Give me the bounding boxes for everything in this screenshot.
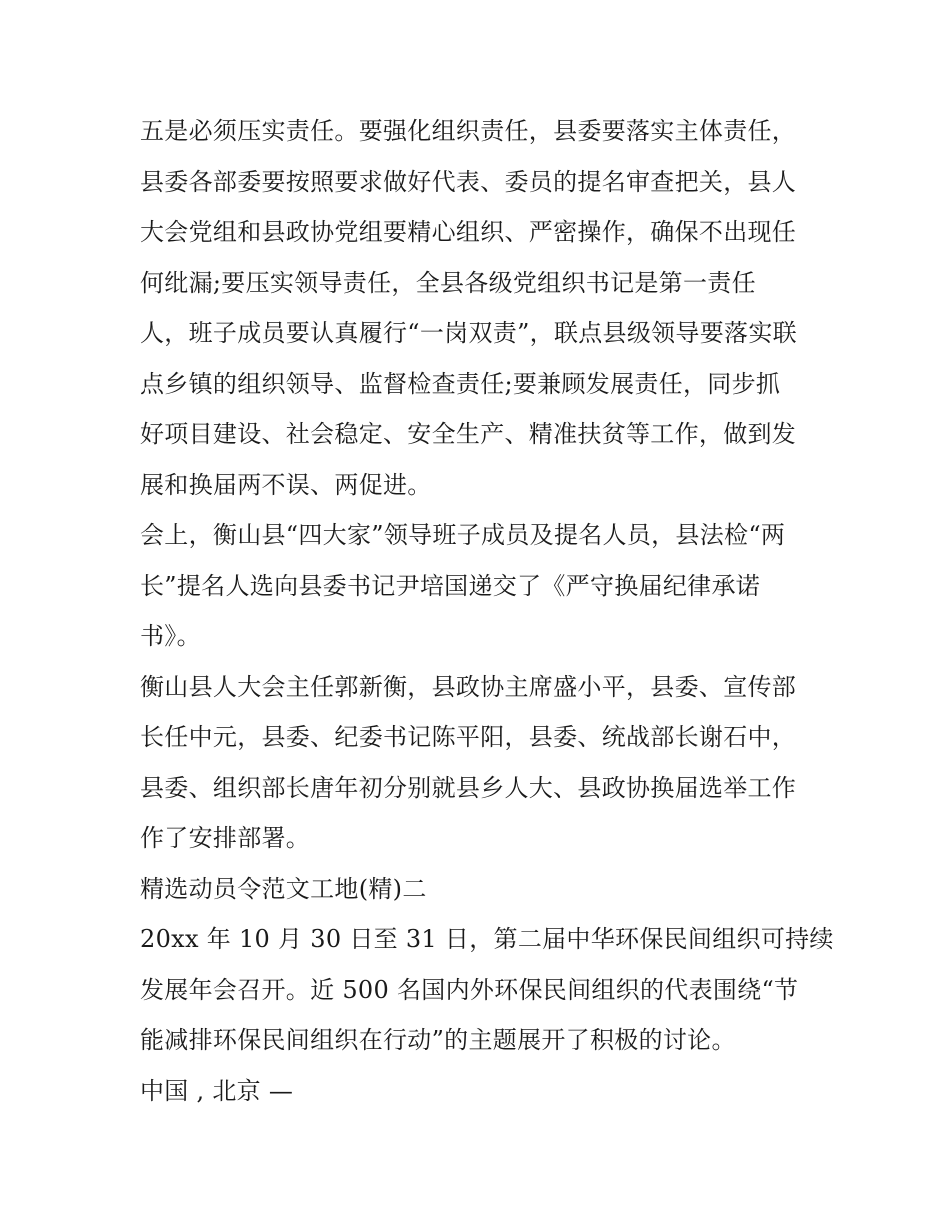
text-line: 长任中元，县委、纪委书记陈平阳，县委、统战部长谢石中， bbox=[140, 723, 797, 751]
text-line: 作了安排部署。 bbox=[140, 824, 311, 852]
section-heading: 精选动员令范文工地(精)二 bbox=[140, 874, 427, 903]
text-line: 展和换届两不误、两促进。 bbox=[140, 470, 432, 499]
text-line: 长”提名人选向县委书记尹培国递交了《严守换届纪律承诺 bbox=[140, 571, 761, 600]
text-line: 发展年会召开。近 500 名国内外环保民间组织的代表围绕“节 bbox=[140, 975, 799, 1004]
text-line: 书》。 bbox=[140, 622, 201, 650]
text-line: 会上，衡山县“四大家”领导班子成员及提名人员，县法检“两 bbox=[140, 521, 786, 549]
document-body bbox=[140, 106, 834, 1116]
text-line: 中国 , 北京 — bbox=[140, 1076, 294, 1105]
text-line: 县委、组织部长唐年初分别就县乡人大、县政协换届选举工作 bbox=[140, 773, 797, 802]
text-line: 能减排环保民间组织在行动”的主题展开了积极的讨论。 bbox=[140, 1026, 736, 1054]
text-line: 好项目建设、社会稳定、安全生产、精准扶贫等工作，做到发 bbox=[140, 420, 797, 448]
text-line: 点乡镇的组织领导、监督检查责任;要兼顾发展责任，同步抓 bbox=[140, 369, 781, 398]
text-line: 何纰漏;要压实领导责任，全县各级党组织书记是第一责任 bbox=[140, 268, 756, 297]
text-line: 五是必须压实责任。要强化组织责任，县委要落实主体责任， bbox=[140, 117, 797, 145]
text-line: 县委各部委要按照要求做好代表、委员的提名审查把关，县人 bbox=[140, 167, 797, 196]
text-line: 人，班子成员要认真履行“一岗双责”，联点县级领导要落实联 bbox=[140, 319, 797, 347]
text-line: 20xx 年 10 月 30 日至 31 日，第二届中华环保民间组织可持续 bbox=[140, 925, 834, 953]
text-line: 大会党组和县政协党组要精心组织、严密操作，确保不出现任 bbox=[140, 218, 797, 246]
text-line: 衡山县人大会主任郭新衡，县政协主席盛小平，县委、宣传部 bbox=[140, 672, 797, 701]
